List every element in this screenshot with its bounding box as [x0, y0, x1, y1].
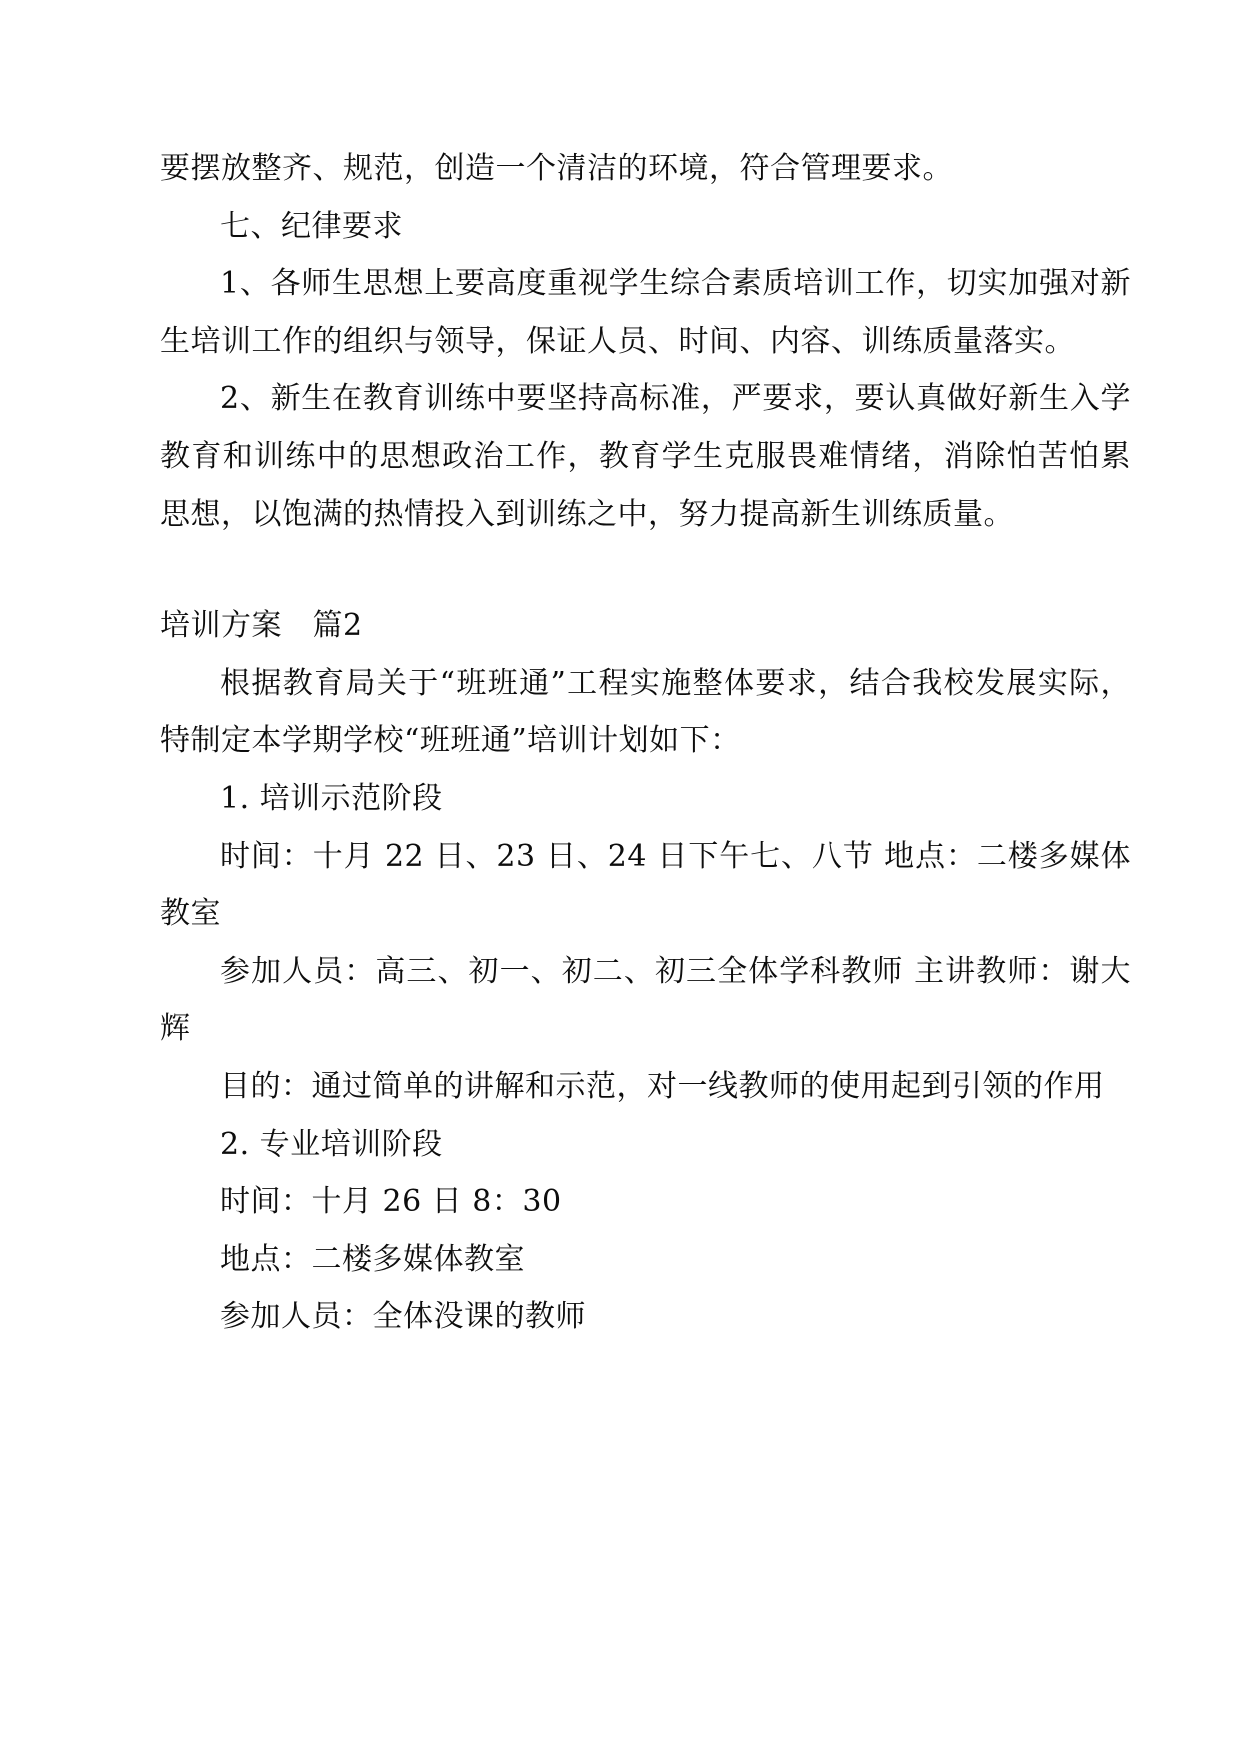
paragraph-plan-2-intro: 根据教育局关于“班班通”工程实施整体要求，结合我校发展实际，特制定本学期学校“班班通”培训计划如下：	[160, 665, 1131, 759]
paragraph-demo-participants: 参加人员：高三、初一、初二、初三全体学科教师 主讲教师：谢大辉	[160, 953, 1131, 1047]
subheading-professional-stage: 2. 专业培训阶段	[220, 1126, 443, 1162]
paragraph-discipline-item-2: 2、新生在教育训练中要坚持高标准，严要求，要认真做好新生入学教育和训练中的思想政治工作，教育学生克服畏难情绪，消除怕苦怕累思想，以饱满的热情投入到训练之中，努力提高新生训练质量。	[160, 381, 1131, 532]
section-spacer	[160, 543, 1131, 597]
subheading-demo-stage: 1. 培训示范阶段	[220, 780, 443, 816]
document-body	[160, 140, 1131, 1346]
paragraph-closing-environment: 要摆放整齐、规范，创造一个清洁的环境，符合管理要求。	[160, 151, 953, 186]
paragraph-demo-purpose: 目的：通过简单的讲解和示范，对一线教师的使用起到引领的作用	[220, 1068, 1105, 1104]
paragraph-demo-time-place: 时间：十月 22 日、23 日、24 日下午七、八节 地点：二楼多媒体教室	[160, 838, 1131, 932]
paragraph-professional-time: 时间：十月 26 日 8：30	[220, 1184, 562, 1220]
document-section-title-plan-2: 培训方案 篇2	[160, 608, 363, 644]
paragraph-discipline-item-1: 1、各师生思想上要高度重视学生综合素质培训工作，切实加强对新生培训工作的组织与领导，保证人员、时间、内容、训练质量落实。	[160, 266, 1131, 359]
paragraph-professional-participants: 参加人员：全体没课的教师	[220, 1299, 586, 1335]
paragraph-professional-place: 地点：二楼多媒体教室	[220, 1241, 525, 1277]
section-heading-discipline: 七、纪律要求	[220, 208, 403, 244]
